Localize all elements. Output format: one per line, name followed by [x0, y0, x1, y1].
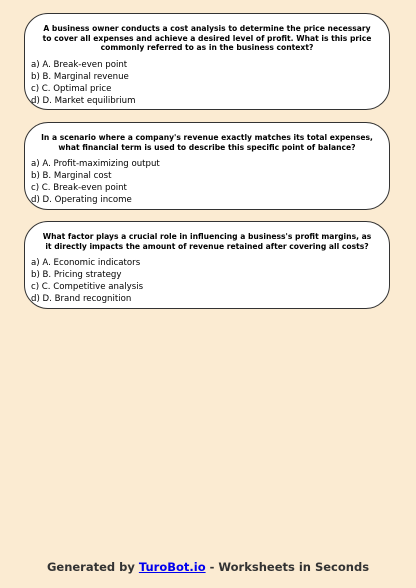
option-b: b) B. Marginal revenue: [31, 71, 129, 82]
option-d: d) D. Market equilibrium: [31, 95, 136, 106]
option-b: b) B. Marginal cost: [31, 171, 112, 181]
options-list: [25, 257, 389, 305]
option-d: d) D. Brand recognition: [31, 294, 132, 304]
option-c: c) C. Break-even point: [31, 183, 127, 193]
option-a: a) A. Profit-maximizing output: [31, 159, 160, 169]
question-card-3: [24, 221, 390, 309]
question-text: What factor plays a crucial role in influencing a business's profit margins, as it directly impacts the amount of revenue retained after covering all costs?: [42, 232, 372, 251]
options-list: [25, 59, 389, 107]
question-card-1: [24, 13, 390, 110]
question-text: A business owner conducts a cost analysis to determine the price necessary to cover all expenses and achieve a desired level of profit. What is this price commonly referred to as in the business context?: [42, 24, 372, 52]
footer-suffix: - Worksheets in Seconds: [205, 560, 370, 574]
footer-prefix: Generated by: [46, 560, 139, 574]
turobot-link[interactable]: TuroBot.io: [138, 560, 206, 574]
question-text: In a scenario where a company's revenue exactly matches its total expenses, what financial term is used to describe this specific point of balance?: [41, 133, 373, 152]
options-list: [25, 158, 389, 206]
option-c: c) C. Optimal price: [31, 83, 112, 94]
option-b: b) B. Pricing strategy: [31, 270, 122, 280]
option-a: a) A. Break-even point: [31, 59, 128, 70]
option-a: a) A. Economic indicators: [31, 258, 141, 268]
footer: [0, 560, 416, 574]
option-c: c) C. Competitive analysis: [31, 282, 144, 292]
question-card-2: [24, 122, 390, 210]
option-d: d) D. Operating income: [31, 195, 132, 205]
